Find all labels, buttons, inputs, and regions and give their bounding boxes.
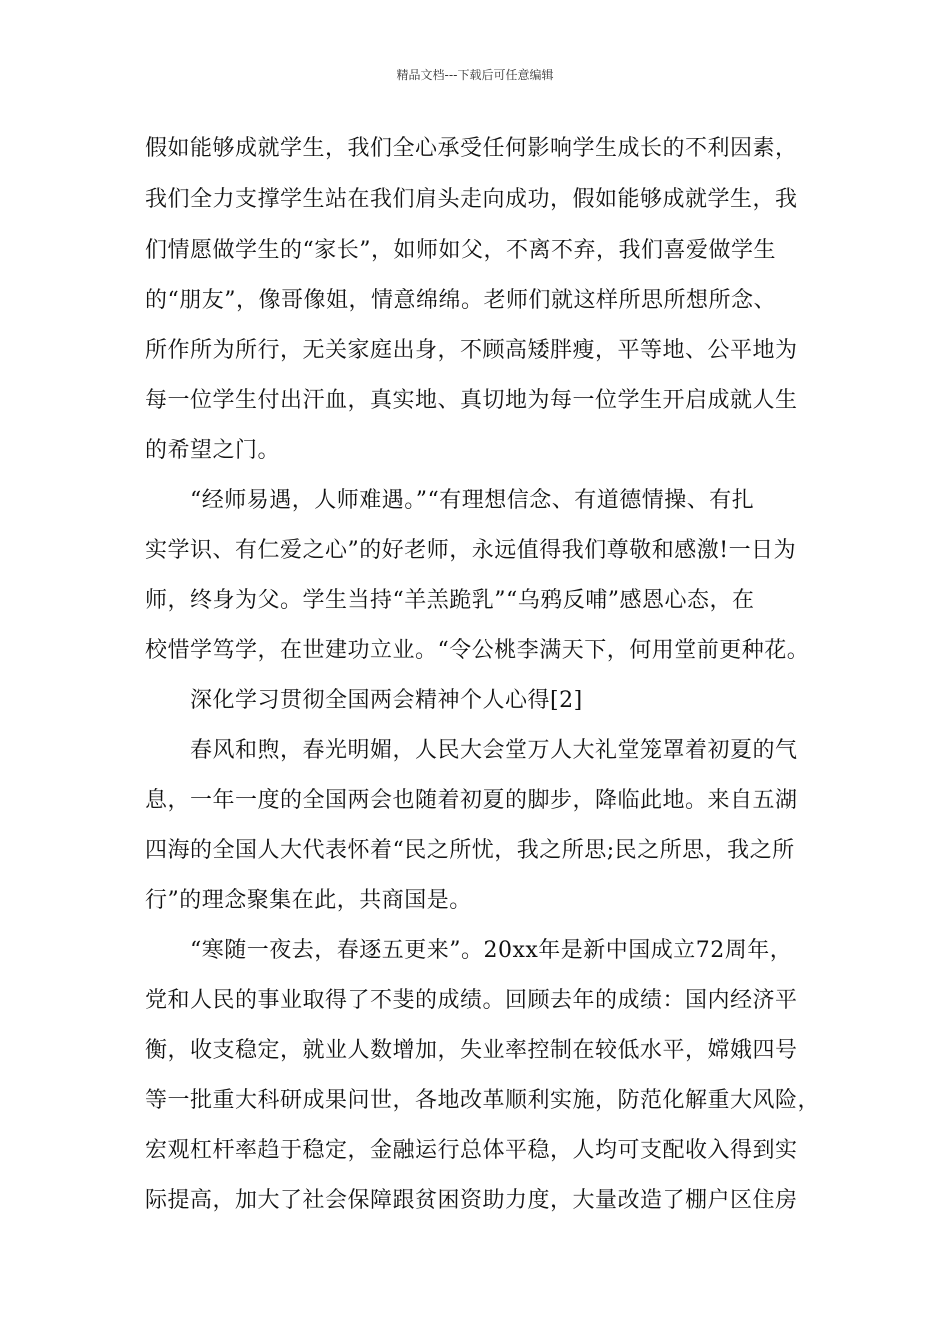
body-line: 宏观杠杆率趋于稳定，金融运行总体平稳，人均可支配收入得到实 [145, 1138, 798, 1163]
body-line: 息，一年一度的全国两会也随着初夏的脚步，降临此地。来自五湖 [145, 788, 798, 813]
paragraph-first-line: 春风和煦，春光明媚，人民大会堂万人大礼堂笼罩着初夏的气 [190, 738, 798, 763]
body-line: 行”的理念聚集在此，共商国是。 [145, 888, 472, 913]
body-line: 假如能够成就学生，我们全心承受任何影响学生成长的不利因素， [145, 136, 798, 161]
paragraph-first-line: “经师易遇，人师难遇。”“有理想信念、有道德情操、有扎 [190, 488, 755, 513]
body-line: 的希望之门。 [145, 438, 281, 463]
body-line: 四海的全国人大代表怀着“民之所忧，我之所思;民之所思，我之所 [145, 838, 795, 863]
body-line: 实学识、有仁爱之心”的好老师，永远值得我们尊敬和感激!一日为 [145, 538, 797, 563]
body-line: 们情愿做学生的“家长”，如师如父，不离不弃，我们喜爱做学生 [145, 238, 776, 263]
page-header: 精品文档---下载后可任意编辑 [396, 68, 554, 82]
body-line: 的“朋友”，像哥像姐，情意绵绵。老师们就这样所思所想所念、 [145, 288, 776, 313]
section-heading: 深化学习贯彻全国两会精神个人心得[2] [190, 688, 583, 713]
body-line: 师，终身为父。学生当持“羊羔跪乳”“乌鸦反哺”感恩心态，在 [145, 588, 755, 613]
body-line: 我们全力支撑学生站在我们肩头走向成功，假如能够成就学生，我 [145, 187, 798, 212]
body-line: 校惜学笃学，在世建功立业。“令公桃李满天下，何用堂前更种花。 [145, 638, 810, 663]
paragraph-first-line: “寒随一夜去，春逐五更来”。20xx年是新中国成立72周年， [190, 938, 793, 963]
body-line: 等一批重大科研成果问世，各地改革顺利实施，防范化解重大风险， [145, 1088, 821, 1113]
body-line: 党和人民的事业取得了不斐的成绩。回顾去年的成绩：国内经济平 [145, 988, 798, 1013]
body-line: 际提高，加大了社会保障跟贫困资助力度，大量改造了棚户区住房 [145, 1188, 798, 1213]
body-line: 每一位学生付出汗血，真实地、真切地为每一位学生开启成就人生 [145, 388, 798, 413]
body-line: 所作所为所行，无关家庭出身，不顾高矮胖瘦，平等地、公平地为 [145, 338, 798, 363]
body-line: 衡，收支稳定，就业人数增加，失业率控制在较低水平，嫦娥四号 [145, 1038, 798, 1063]
